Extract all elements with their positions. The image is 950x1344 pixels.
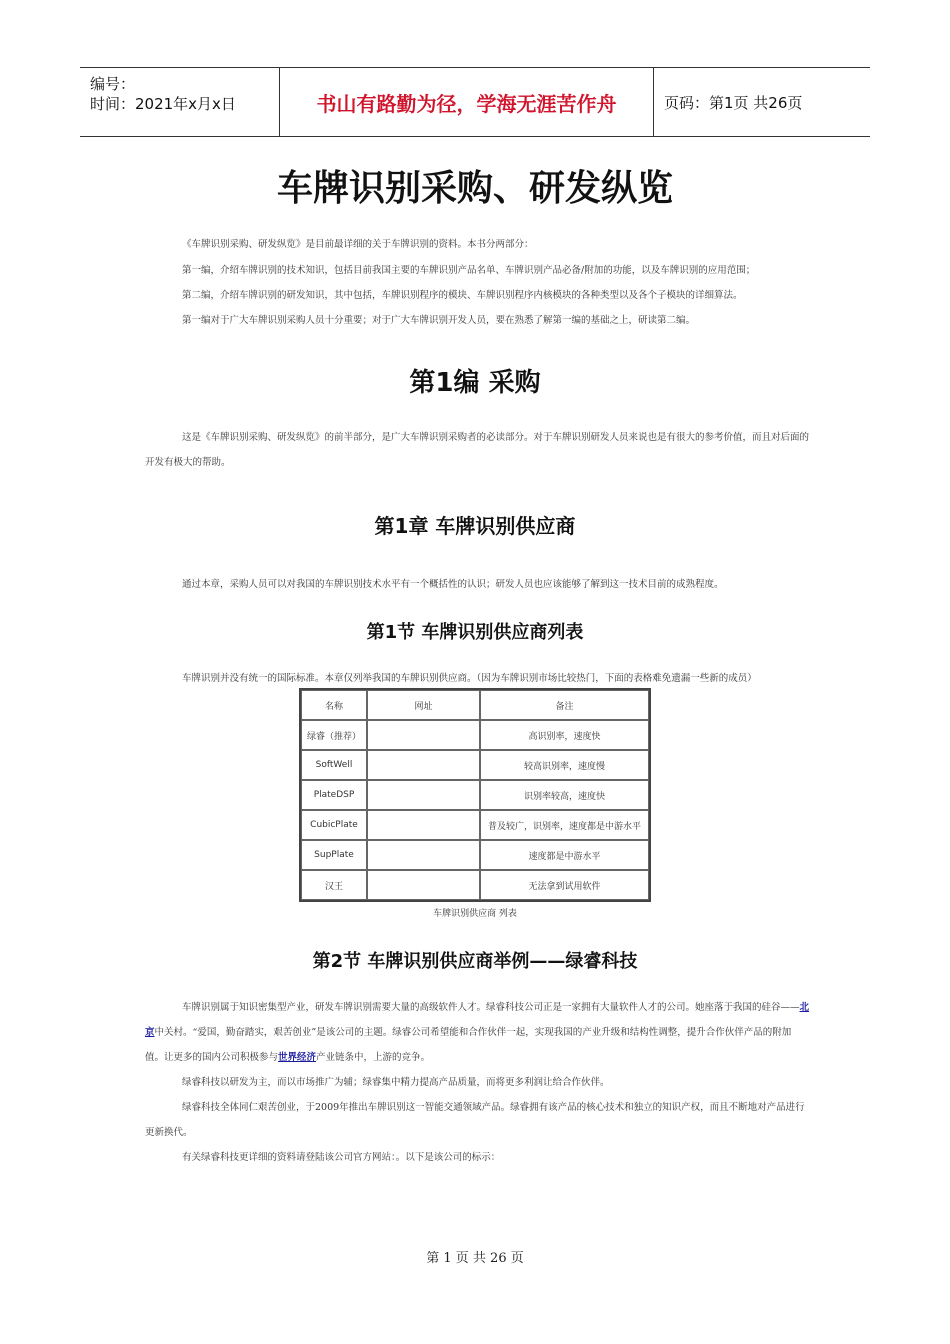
paragraph-text: 产业链条中，上游的竞争。 (316, 1052, 431, 1063)
vendor-name: CubicPlate (301, 810, 367, 840)
vendor-name: SupPlate (301, 840, 367, 870)
vendor-name: SoftWell (301, 750, 367, 780)
table-header-row (301, 690, 649, 720)
header-meta (80, 68, 280, 136)
vendor-note: 高识别率，速度快 (480, 720, 649, 750)
header-motto: 书山有路勤为径，学海无涯苦作舟 (280, 68, 654, 136)
header-page-info: 页码：第1页 共26页 (664, 93, 803, 112)
vendor-url (367, 720, 480, 750)
table-row (301, 750, 649, 780)
part-intro-paragraph: 这是《车牌识别采购、研发纵览》的前半部分，是广大车牌识别采购者的必读部分。对于车牌识别研发人员来说也是有很大的参考价值，而且对后面的开发有极大的帮助。 (145, 432, 810, 468)
section-heading: 第1节 车牌识别供应商列表 (366, 622, 584, 643)
table-caption: 车牌识别供应商 列表 (433, 909, 517, 919)
company-paragraph: 有关绿睿科技更详细的资料请登陆该公司官方网站：。以下是该公司的标示： (182, 1152, 501, 1163)
company-paragraph: 绿睿科技以研发为主，而以市场推广为辅；绿睿集中精力提高产品质量，而将更多利润让给合作伙伴。 (182, 1077, 610, 1088)
time-label: 时间：2021年x月x日 (90, 95, 236, 113)
intro-line: 第一编，介绍车牌识别的技术知识，包括目前我国主要的车牌识别产品名单、车牌识别产品必备/附加的功能，以及车牌识别的应用范围； (182, 265, 756, 276)
company-paragraph: 绿睿科技全体同仁艰苦创业，于2009年推出车牌识别这一智能交通领域产品。绿睿拥有该产品的核心技术和独立的知识产权，而且不断地对产品进行更新换代。 (145, 1102, 805, 1138)
paragraph-text: 车牌识别属于知识密集型产业，研发车牌识别需要大量的高级软件人才。绿睿科技公司正是一家拥有大量软件人才的公司。她座落于我国的硅谷—— (182, 1002, 800, 1013)
vendor-note: 速度都是中游水平 (480, 840, 649, 870)
table-row (301, 840, 649, 870)
section-heading: 第2节 车牌识别供应商举例——绿睿科技 (312, 951, 638, 972)
vendor-note: 较高识别率，速度慢 (480, 750, 649, 780)
table-row (301, 780, 649, 810)
number-label: 编号： (90, 75, 136, 93)
vendor-url (367, 870, 480, 900)
document-title: 车牌识别采购、研发纵览 (276, 168, 673, 209)
vendor-note: 普及较广，识别率，速度都是中游水平 (480, 810, 649, 840)
table-row (301, 810, 649, 840)
vendor-url (367, 780, 480, 810)
intro-line: 第一编对于广大车牌识别采购人员十分重要；对于广大车牌识别开发人员，要在熟悉了解第一编的基础之上，研读第二编。 (182, 315, 696, 326)
table-header-cell: 名称 (301, 690, 367, 720)
table-header-cell: 网址 (367, 690, 480, 720)
vendor-name: 绿睿（推荐） (301, 720, 367, 750)
table-header-cell: 备注 (480, 690, 649, 720)
vendor-table (299, 688, 651, 902)
vendor-name: PlateDSP (301, 780, 367, 810)
vendor-note: 识别率较高，速度快 (480, 780, 649, 810)
page-footer: 第 1 页 共 26 页 (426, 1251, 524, 1266)
company-paragraph (145, 995, 810, 1070)
table-row (301, 870, 649, 900)
page-header (80, 67, 870, 137)
vendor-url (367, 840, 480, 870)
part-heading: 第1编 采购 (409, 368, 541, 398)
paragraph-text: 中关村。“爱国，勤奋踏实，艰苦创业”是该公司的主题。绿睿公司希望能和合作伙伴一起，实现我国的产业升级和结构性调整，提升合作伙伴产品的附加值。让更多的国内公司积极参与 (145, 1027, 792, 1063)
vendor-note: 无法拿到试用软件 (480, 870, 649, 900)
chapter-intro-paragraph: 通过本章，采购人员可以对我国的车牌识别技术水平有一个概括性的认识；研发人员也应该能够了解到这一技术目前的成熟程度。 (182, 579, 724, 590)
section-intro-paragraph: 车牌识别并没有统一的国际标准。本章仅列举我国的车牌识别供应商。（因为车牌识别市场比较热门，下面的表格难免遗漏一些新的成员） (182, 673, 757, 684)
intro-line: 《车牌识别采购、研发纵览》是目前最详细的关于车牌识别的资料。本书分两部分： (182, 239, 534, 250)
world-economy-link[interactable]: 世界经济 (278, 1052, 317, 1063)
chapter-heading: 第1章 车牌识别供应商 (374, 514, 576, 538)
vendor-name: 汉王 (301, 870, 367, 900)
beijing-link[interactable]: 北京 (145, 1002, 810, 1038)
table-row (301, 720, 649, 750)
vendor-url (367, 750, 480, 780)
intro-line: 第二编，介绍车牌识别的研发知识，其中包括，车牌识别程序的模块、车牌识别程序内核模块的各种类型以及各个子模块的详细算法。 (182, 290, 743, 301)
vendor-url (367, 810, 480, 840)
